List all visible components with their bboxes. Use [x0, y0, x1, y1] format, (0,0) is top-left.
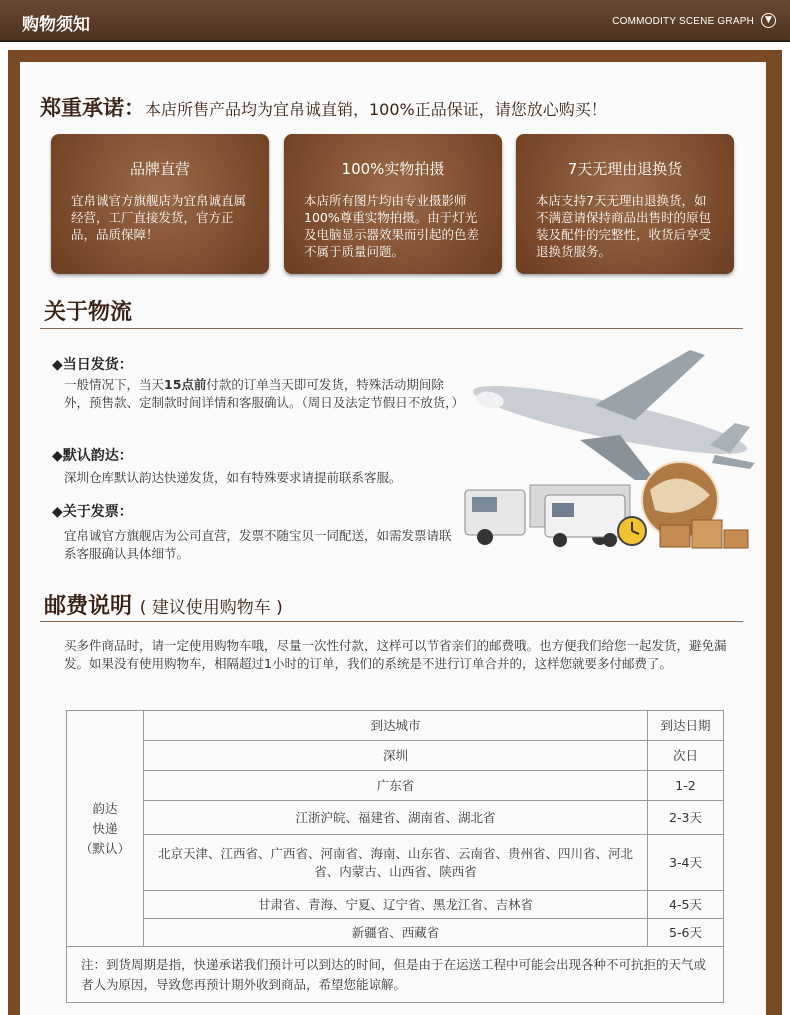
- table-row: [67, 741, 724, 771]
- card-real-photo: [284, 134, 502, 274]
- promise-title: 郑重承诺：: [40, 96, 145, 120]
- city-cell: 甘肃省、青海、宁夏、辽宁省、黑龙江省、吉林省: [144, 891, 648, 919]
- invoice-text: 宜帛诚官方旗舰店为公司直营，发票不随宝贝一同配送，如需发票请联系客服确认具体细节。: [64, 528, 452, 561]
- airplane-icon: [469, 350, 755, 480]
- same-day-text-a: 一般情况下，当天: [64, 377, 165, 392]
- same-day-heading: ◆当日发货：: [52, 357, 133, 373]
- shipping-table: [66, 710, 724, 1003]
- promise-text: 本店所售产品均为宜帛诚直销，100%正品保证，请您放心购买！: [145, 100, 607, 119]
- postage-paren: ( 建议使用购物车 ): [139, 598, 283, 618]
- divider: [40, 328, 743, 329]
- logistics-title: 关于物流: [44, 300, 133, 325]
- carrier-line: 快递: [92, 820, 118, 836]
- city-cell: 深圳: [144, 741, 648, 771]
- days-cell: 3-4天: [648, 835, 724, 891]
- city-cell: 广东省: [144, 771, 648, 801]
- header-subtitle: COMMODITY SCENE GRAPH: [612, 16, 754, 27]
- clock-icon: [618, 517, 646, 545]
- table-row: [67, 919, 724, 947]
- logistics-illustration: [460, 345, 760, 560]
- header-city: 到达城市: [144, 711, 648, 741]
- city-cell: 北京天津、江西省、广西省、河南省、海南、山东省、云南省、贵州省、四川省、河北省、内蒙古、山西省、陕西省: [144, 835, 648, 891]
- table-row: [67, 947, 724, 1003]
- table-row: [67, 771, 724, 801]
- postage-title-text: 邮费说明: [44, 594, 133, 619]
- days-cell: 4-5天: [648, 891, 724, 919]
- table-row: [67, 835, 724, 891]
- header-days: 到达日期: [648, 711, 724, 741]
- carrier-line: （默认）: [79, 840, 130, 856]
- same-day-bold: 15点前: [164, 377, 207, 392]
- days-cell: 次日: [648, 741, 724, 771]
- table-row: [67, 891, 724, 919]
- postage-intro: 买多件商品时，请一定使用购物车哦，尽量一次性付款，这样可以节省亲们的邮费哦。也方便我们给您一起发货，避免漏发。如果没有使用购物车，相隔超过1小时的订单，我们的系统是不进行订单合并的，这样您就要多付邮费了。: [64, 638, 727, 671]
- table-row: [67, 801, 724, 835]
- table-row: [67, 711, 724, 741]
- same-day-text-b: 付款的订单当天即可发货，特殊活动期间除外，预售款、定制款时间详情和客服确认。（周日及法定节假日不放货，）: [64, 377, 465, 410]
- same-day-text: [64, 376, 465, 412]
- default-carrier-text: 深圳仓库默认韵达快递发货，如有特殊要求请提前联系客服。: [64, 470, 402, 485]
- card-title: 100%实物拍摄: [341, 160, 445, 178]
- card-text: 本店所有图片均由专业摄影师100%尊重实物拍摄。由于灯光及电脑显示器效果而引起的色差不属于质量问题。: [304, 193, 480, 259]
- days-cell: 5-6天: [648, 919, 724, 947]
- card-7day-return: [516, 134, 734, 274]
- city-cell: 江浙沪皖、福建省、湖南省、湖北省: [144, 801, 648, 835]
- city-cell: 新疆省、西藏省: [144, 919, 648, 947]
- card-text: 宜帛诚官方旗舰店为宜帛诚直属经营，工厂直接发货，官方正品，品质保障！: [71, 193, 247, 242]
- header-bar: [0, 0, 790, 42]
- truck-icon: [465, 485, 630, 547]
- postage-title: [44, 589, 283, 620]
- header-title: 购物须知: [22, 15, 90, 35]
- days-cell: 2-3天: [648, 801, 724, 835]
- days-cell: 1-2: [648, 771, 724, 801]
- chevron-down-icon[interactable]: ▼: [761, 13, 776, 28]
- table-note: 注：到货周期是指，快递承诺我们预计可以到达的时间，但是由于在运送工程中可能会出现各种不可抗拒的天气或者人为原因，导致您再预计期外收到商品，希望您能谅解。: [67, 947, 724, 1003]
- card-brand-direct: [51, 134, 269, 274]
- invoice-heading: ◆关于发票：: [52, 504, 133, 520]
- carrier-cell: [67, 711, 144, 947]
- card-title: 7天无理由退换货: [567, 160, 683, 178]
- promise-line: [40, 92, 607, 122]
- card-title: 品牌直营: [129, 160, 190, 178]
- divider: [40, 621, 743, 622]
- card-text: 本店支持7天无理由退换货，如不满意请保持商品出售时的原包装及配件的完整性，收货后享受退换货服务。: [536, 193, 712, 259]
- default-carrier-heading: ◆默认韵达：: [52, 448, 133, 464]
- carrier-line: 韵达: [92, 800, 118, 816]
